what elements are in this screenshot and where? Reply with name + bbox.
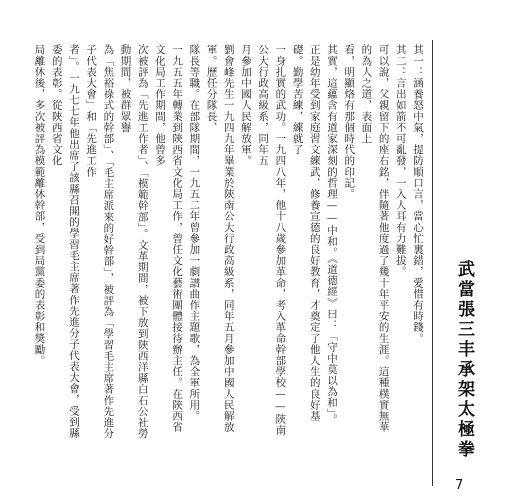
text-line: 一身扎實的武功。一九四八年，他十八歲參加革命，考入革命幹部學校——陝南公大行政高級系，同年五 <box>257 44 287 436</box>
text-line: 其二：言出如箭不可亂發，一入人耳有力難拔。 <box>394 44 407 278</box>
text-line: 局離休後，多次被評為模範離休幹部，受到局黨委的表彰和獎勵。 <box>33 44 46 366</box>
text-line: 月參加中國人民解放軍。 <box>239 44 252 167</box>
text-line: 正是幼年受到家庭習文練武，修養宣德的良好教育，才奠定了他人生的良好基礎。勤學苦練，練就了 <box>291 44 321 422</box>
text-line: 劉會峰先生一九四九年畢業於陝南公大行政高級系，同年五月參加中國人民解放軍。歷任分隊長、 <box>205 44 235 433</box>
text-line: 次被評為「先進工作者」、「模範幹部」。文革期間，被下放到陝西洋縣白石公社勞動期間，被群眾譽 <box>119 44 149 439</box>
text-line: 者」。一九七七年他出席了該縣召開的學習毛主席著作先進分子代表大會，受到縣委的表彰。從陝西省文化 <box>50 44 80 439</box>
running-book-title: 武當張三丰承架太極拳 <box>454 260 474 460</box>
body-text <box>30 44 426 442</box>
header-divider <box>432 40 433 486</box>
text-line: 隊長等職。在部隊期間，一九五二年曾參加一劇譜曲作主題歌，為全軍所用。 <box>188 44 201 422</box>
text-line: 為「焦裕祿式的幹部」、「毛主席派來的好幹部」，被評為「學習毛主席著作先進分子代表大會」和「先進工作 <box>85 44 115 439</box>
page-number: 7 <box>455 478 464 493</box>
text-line: 一九五五年轉業到陝西省文化局工作，曾任文化藝術團體接待辦主任。在陝西省文化局工作期間，他曾多 <box>153 44 184 433</box>
text-line: 看，明顯烙有那個時代的印記。 <box>343 44 356 200</box>
text-line: 其實，這蘊含有道家深刻的哲理——中和。《道德經》曰：「守中莫以為和」。 <box>325 44 338 425</box>
text-line: 可以說，父親留下的座右銘，伴隨著他度過了幾十年平安的生涯。這種樸實無華的為人之道，表面上 <box>360 44 390 433</box>
text-line: 其一：涵養怒中氣，提防順口言，當心忙裏錯，愛惜有時錢。 <box>412 44 424 344</box>
